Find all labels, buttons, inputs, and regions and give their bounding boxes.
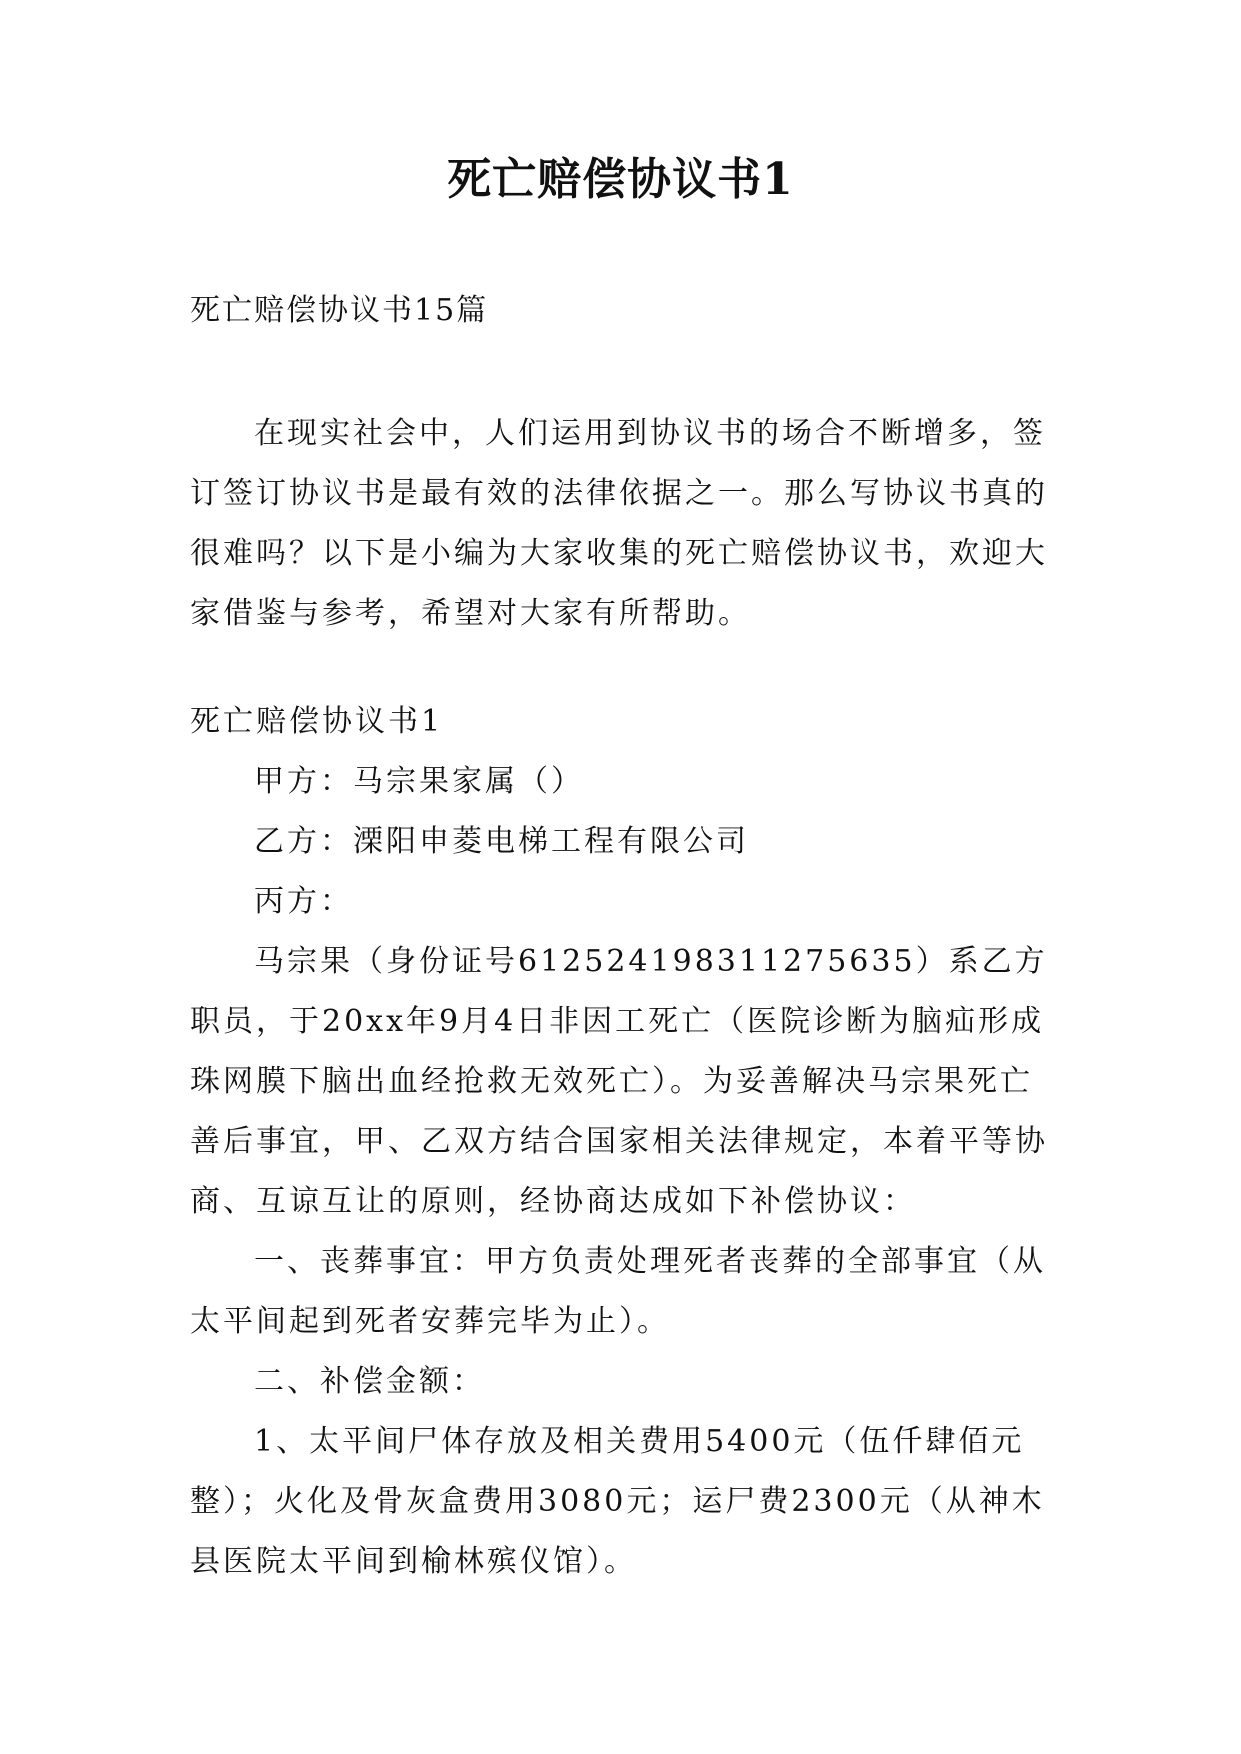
party-b-line: 乙方：溧阳申菱电梯工程有限公司 [254, 824, 749, 859]
party-a-line: 甲方：马宗果家属（） [254, 764, 584, 799]
intro-section [190, 404, 1055, 644]
intro-paragraph: 在现实社会中，人们运用到协议书的场合不断增多，签订签订协议书是最有效的法律依据之一。那么写协议书真的很难吗？以下是小编为大家收集的死亡赔偿协议书，欢迎大家借鉴与参考，希望对大家有所帮助。 [190, 416, 1048, 631]
document-subtitle: 死亡赔偿协议书15篇 [190, 293, 489, 328]
clause-compensation-item-1: 1、太平间尸体存放及相关费用5400元（伍仟肆佰元整）；火化及骨灰盒费用3080元；运尸费2300元（从神木县医院太平间到榆林殡仪馆）。 [190, 1424, 1045, 1579]
document-title: 死亡赔偿协议书1 [447, 154, 794, 205]
background-paragraph: 马宗果（身份证号612524198311275635）系乙方职员，于20xx年9月4日非因工死亡（医院诊断为脑疝形成珠网膜下脑出血经抢救无效死亡）。为妥善解决马宗果死亡善后事宜，甲、乙双方结合国家相关法律规定，本着平等协商、互谅互让的原则，经协商达成如下补偿协议： [190, 944, 1048, 1219]
party-c-line: 丙方： [254, 884, 353, 919]
agreement-body [190, 692, 1055, 1592]
clause-funeral: 一、丧葬事宜：甲方负责处理死者丧葬的全部事宜（从太平间起到死者安葬完毕为止）。 [190, 1244, 1046, 1339]
section-heading: 死亡赔偿协议书1 [190, 704, 444, 739]
clause-compensation-heading: 二、补偿金额： [254, 1364, 485, 1399]
